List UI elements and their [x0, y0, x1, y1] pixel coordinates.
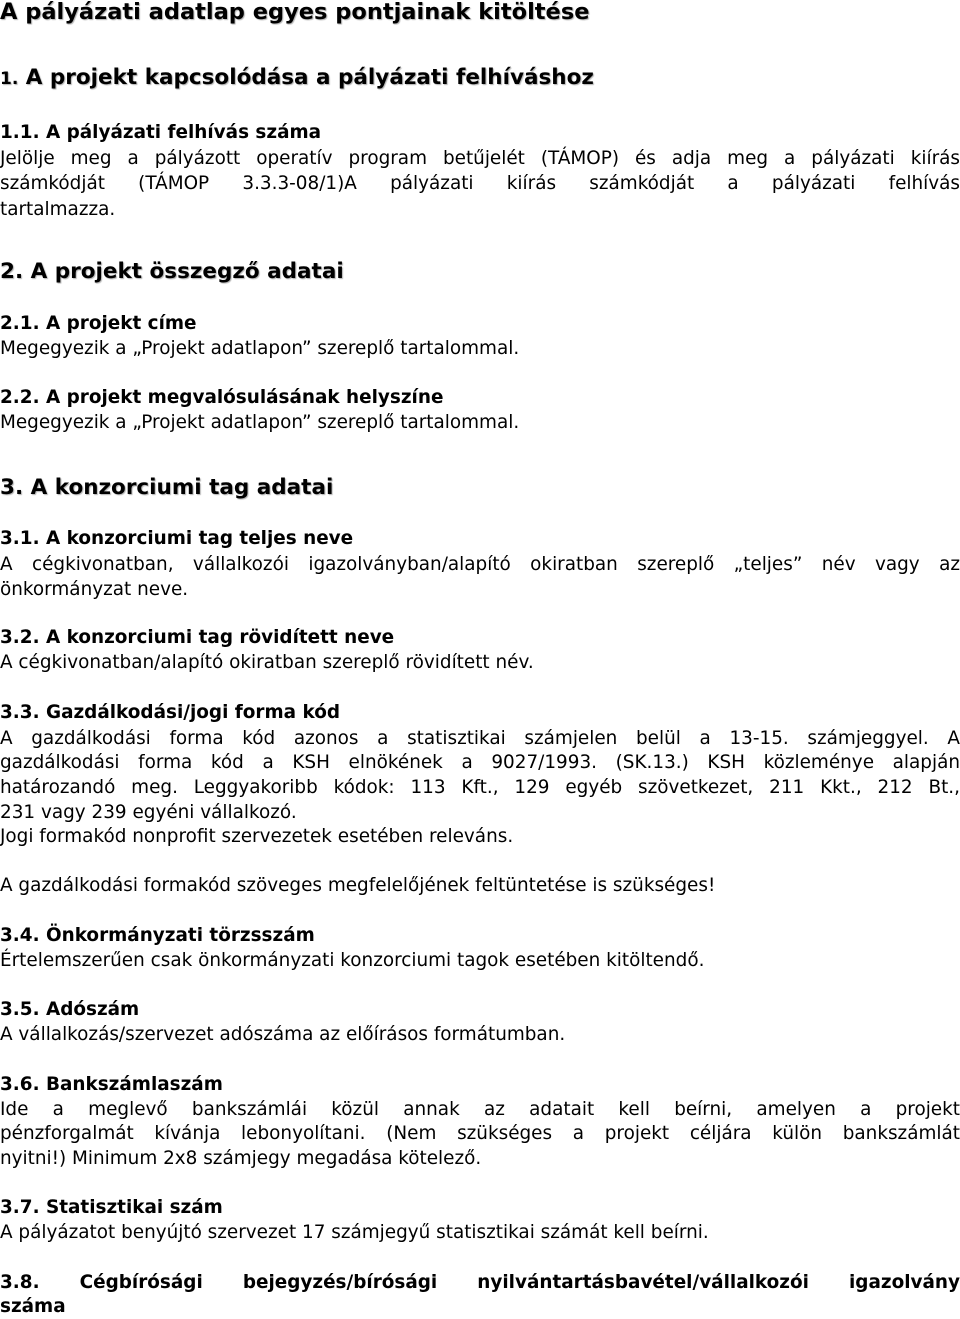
section-3-heading: 3. A konzorciumi tag adatai [0, 475, 334, 500]
subsection-3-3-line-5: Jogi formakód nonprofit szervezetek esetében releváns. [0, 826, 514, 847]
subsection-3-7-heading: 3.7. Statisztikai szám [0, 1197, 223, 1218]
subsection-3-4-text: Értelemszerűen csak önkormányzati konzorciumi tagok esetében kitöltendő. [0, 950, 705, 971]
subsection-3-3-heading: 3.3. Gazdálkodási/jogi forma kód [0, 702, 340, 723]
subsection-3-6-heading: 3.6. Bankszámlaszám [0, 1074, 223, 1095]
subsection-3-2-heading: 3.2. A konzorciumi tag rövidített neve [0, 627, 395, 648]
subsection-3-8-heading-line-1: 3.8. Cégbírósági bejegyzés/bírósági nyilvántartásbavétel/vállalkozói igazolvány [0, 1272, 960, 1293]
subsection-1-1-line-2: számkódját (TÁMOP 3.3.3-08/1)A pályázati kiírás számkódját a pályázati felhívás [0, 173, 960, 194]
subsection-3-4-heading: 3.4. Önkormányzati törzsszám [0, 925, 315, 946]
subsection-2-2-heading: 2.2. A projekt megvalósulásának helyszíne [0, 387, 444, 408]
subsection-2-2-text: Megegyezik a „Projekt adatlapon” szereplő tartalommal. [0, 412, 520, 433]
section-2-heading: 2. A projekt összegző adatai [0, 259, 344, 284]
subsection-3-8-heading-line-2: száma [0, 1296, 66, 1317]
subsection-1-1-heading: 1.1. A pályázati felhívás száma [0, 122, 322, 143]
section-1-heading [0, 64, 594, 93]
document-title: A pályázati adatlap egyes pontjainak kitöltése [0, 0, 590, 25]
subsection-3-6-line-3: nyitni!) Minimum 2x8 számjegy megadása kötelező. [0, 1148, 482, 1169]
subsection-3-3-line-4: 231 vagy 239 egyéni vállalkozó. [0, 802, 297, 823]
section-1-title: A projekt kapcsolódása a pályázati felhíváshoz [25, 65, 594, 90]
subsection-3-5-text: A vállalkozás/szervezet adószáma az előírásos formátumban. [0, 1024, 566, 1045]
subsection-3-1-line-1: A cégkivonatban, vállalkozói igazolványban/alapító okiratban szereplő „teljes” név vagy az [0, 554, 960, 575]
subsection-3-6-line-2: pénzforgalmát kívánja lebonyolítani. (Nem szükséges a projekt céljára külön bankszámlát [0, 1123, 960, 1144]
subsection-3-3-line-1: A gazdálkodási forma kód azonos a statisztikai számjelen belül a 13-15. számjeggyel. A [0, 728, 960, 749]
subsection-3-6-line-1: Ide a meglevő bankszámlái közül annak az adatait kell beírni, amelyen a projekt [0, 1099, 960, 1120]
subsection-2-1-text: Megegyezik a „Projekt adatlapon” szereplő tartalommal. [0, 338, 520, 359]
subsection-3-3-line-2: gazdálkodási forma kód a KSH elnökének a 9027/1993. (SK.13.) KSH közleménye alapján [0, 752, 960, 773]
subsection-3-1-line-2: önkormányzat neve. [0, 579, 189, 600]
subsection-3-5-heading: 3.5. Adószám [0, 999, 140, 1020]
subsection-3-3-line-3: határozandó meg. Leggyakoribb kódok: 113 Kft., 129 egyéb szövetkezet, 211 Kkt., 212 Bt., [0, 777, 960, 798]
subsection-3-2-text: A cégkivonatban/alapító okiratban szereplő rövidített név. [0, 652, 534, 673]
subsection-1-1-line-1: Jelölje meg a pályázott operatív program betűjelét (TÁMOP) és adja meg a pályázati kiírás [0, 148, 960, 169]
subsection-3-1-heading: 3.1. A konzorciumi tag teljes neve [0, 528, 354, 549]
subsection-3-7-text: A pályázatot benyújtó szervezet 17 számjegyű statisztikai számát kell beírni. [0, 1222, 709, 1243]
subsection-2-1-heading: 2.1. A projekt címe [0, 313, 197, 334]
subsection-1-1-line-3: tartalmazza. [0, 199, 116, 220]
section-1-number: 1. [0, 69, 19, 89]
subsection-3-3-line-6: A gazdálkodási formakód szöveges megfelelőjének feltüntetése is szükséges! [0, 875, 716, 896]
